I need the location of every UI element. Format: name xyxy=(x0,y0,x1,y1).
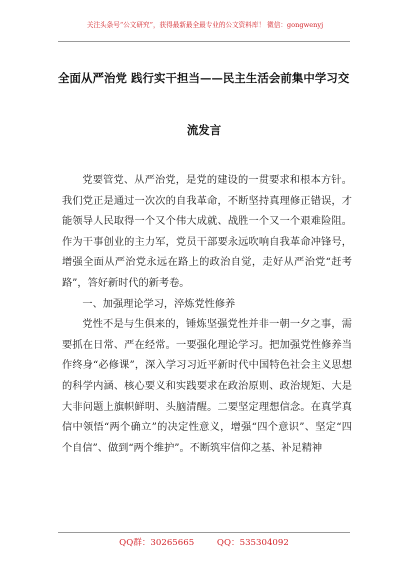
document-title: 全面从严治党 践行实干担当——民主生活会前集中学习交 xyxy=(58,71,350,85)
paragraph-intro: 党要管党、从严治党，是党的建设的一贯要求和根本方针。我们党正是通过一次次的自我革命，不断坚持真理修正错误，才能领导人民取得一个又个伟大成就、战胜一个又一个艰难险阻。作为干事创业的主力军，党员干部要永远吹响自我革命冲锋号，增强全面从严治党永远在路上的政治自觉，走好从严治党“赶考路”，答好新时代的新考卷。 xyxy=(62,175,352,289)
paragraph-party-spirit: 党性不是与生俱来的，锤炼坚强党性并非一朝一夕之事，需要抓在日常、严在经常。一要强化理论学习。把加强党性修养当作终身“必修课”，深入学习习近平新时代中国特色社会主义思想的科学内涵、核心要义和实践要求在政治原则、政治规矩、大是大非问题上旗帜鲜明、头脑清醒。二要坚定理想信念。在真学真信中领悟“两个确立”的决定性意义，增强“四个意识”、坚定“四个自信”、做到“两个维护”。不断筑牢信仰之基、补足精神 xyxy=(62,319,352,454)
document-body xyxy=(62,171,352,459)
section-heading: 一、加强理论学习，淬炼党性修养 xyxy=(82,298,236,310)
header-banner: 关注头条号“公文研究”，获得最新最全最专业的公文资料库！ 微信：gongwenyj xyxy=(86,21,324,29)
document-title-continued: 流发言 xyxy=(186,123,222,137)
qq-number: QQ：535304092 xyxy=(216,538,289,548)
footer-divider xyxy=(58,532,350,533)
header-divider xyxy=(58,41,350,42)
footer-contacts xyxy=(58,536,350,548)
qq-group-number: QQ群：30265665 xyxy=(119,538,195,548)
